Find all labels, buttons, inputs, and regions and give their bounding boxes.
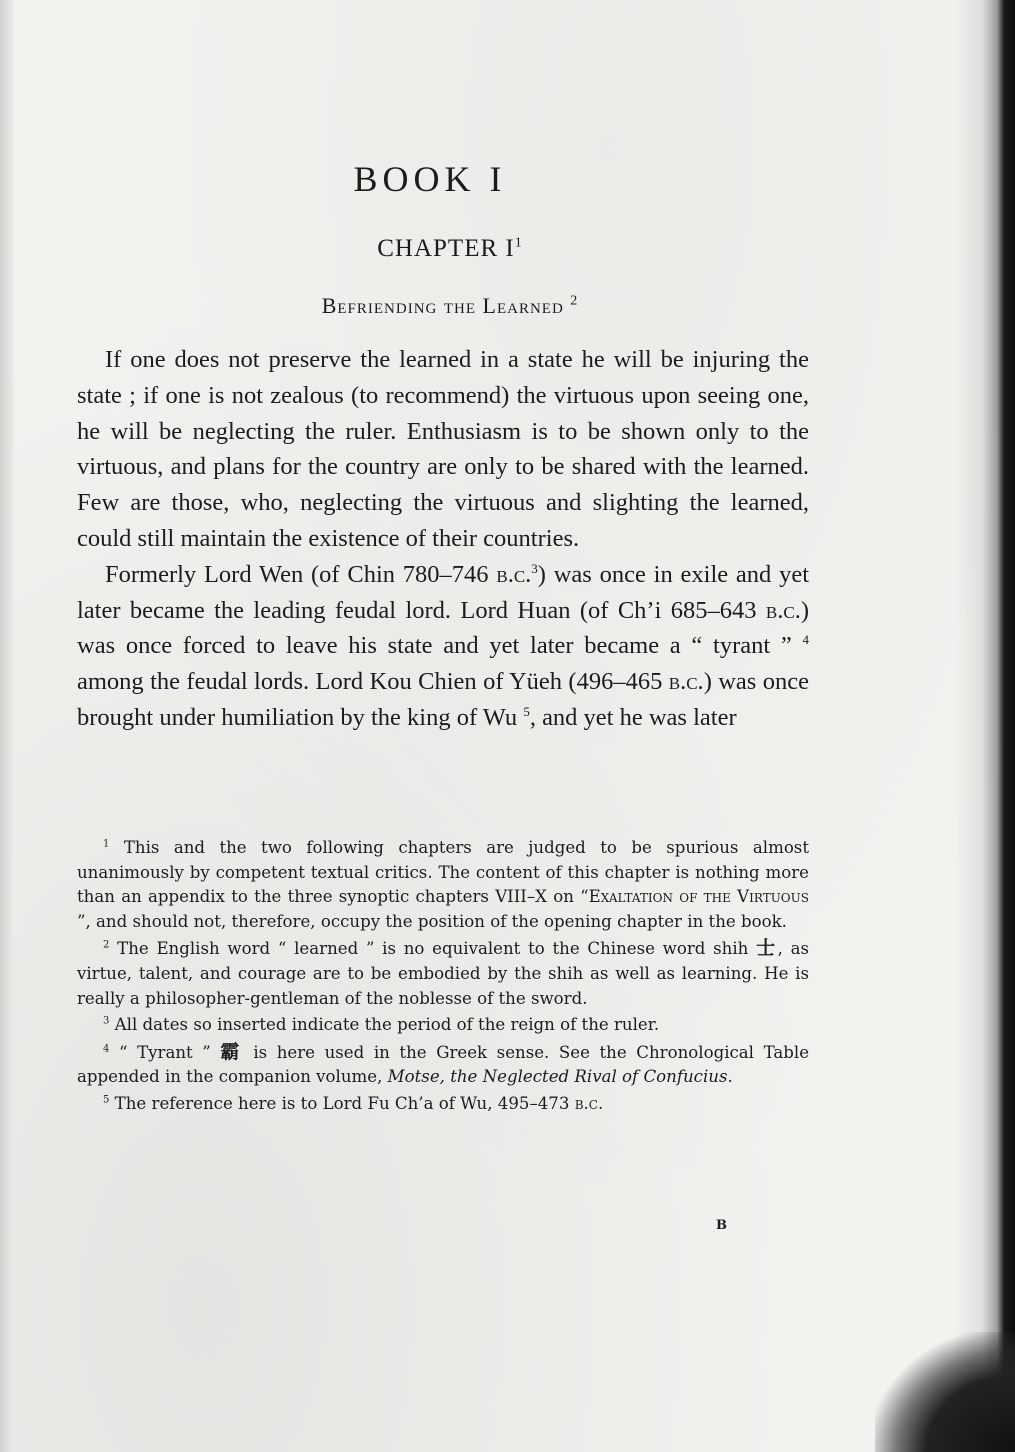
footnote-2-b: , as virtue, talent, and courage are to be embodied by the shih as well as learning. He is really a philosopher-gentleman of the noblesse of the sword.: [77, 939, 809, 1008]
footnote-4: [77, 1040, 809, 1090]
footnote-marker: 4: [103, 1043, 110, 1055]
body-text: [77, 342, 809, 736]
p2-seg-d: among the feudal lords. Lord Kou Chien of Yüeh (496–465: [77, 668, 663, 696]
footnote-ref-4[interactable]: 4: [802, 632, 809, 648]
page-left-edge: [0, 0, 14, 1452]
footnote-1: [77, 836, 809, 934]
footnote-marker: 2: [103, 939, 110, 951]
chapter-title: [0, 235, 900, 263]
footnote-ref-1[interactable]: 1: [514, 235, 523, 251]
paragraph-2: [77, 557, 809, 736]
chinese-character-shih: 士: [756, 937, 778, 960]
footnote-ref-3[interactable]: 3: [531, 560, 538, 576]
footnote-5-a: The reference here is to Lord Fu Ch’a of Wu, 495–473: [114, 1093, 570, 1113]
bc-label: b.c.: [574, 1093, 604, 1113]
p2-seg-b: ) was once in exile and yet later became the leading feudal lord. Lord Huan (of Ch’i 685–643: [77, 560, 810, 624]
footnotes: [77, 836, 809, 1119]
footnote-3: [77, 1013, 809, 1038]
book-spine-shadow: [955, 0, 1015, 1452]
section-heading: [0, 293, 900, 319]
book-title: BOOK I: [353, 159, 507, 199]
footnote-2: [77, 936, 809, 1011]
footnote-1-b: ”, and should not, therefore, occupy the position of the opening chapter in the book.: [77, 911, 787, 931]
book-title-reference: Motse, the Neglected Rival of Confucius.: [387, 1067, 733, 1087]
footnote-4-a: “ Tyrant ”: [118, 1042, 211, 1062]
paragraph-1: If one does not preserve the learned in a state he will be injuring the state ; if one is not zealous (to recommend) the virtuous upon seeing one, he will be neglecting the ruler. Enthusiasm is to be shown only to the virtuous, and plans for the country are only to be shared with the learned. Few are those, who, neglecting the virtuous and slighting the learned, could still maintain the existence of their countries.: [77, 346, 809, 552]
signature-mark: B: [716, 1218, 727, 1233]
footnote-3-text: All dates so inserted indicate the period of the reign of the ruler.: [114, 1015, 660, 1035]
bc-label: b.c.: [496, 560, 532, 588]
footnote-1-a: This and the two following chapters are judged to be spurious almost unanimously by competent textual critics. The content of this chapter is nothing more than an appendix to the three synoptic chapters VIII–X on “: [77, 838, 809, 907]
footnote-2-a: The English word “ learned ” is no equivalent to the Chinese word shih: [117, 939, 749, 959]
footnote-5: [77, 1092, 809, 1117]
p2-seg-c: ) was once forced to leave his state and yet later became a “ tyrant ”: [77, 596, 810, 660]
chinese-character-ba: 霸: [220, 1040, 244, 1063]
footnote-marker: 5: [103, 1094, 110, 1106]
footnote-ref-5[interactable]: 5: [523, 703, 530, 719]
p2-seg-a: Formerly Lord Wen (of Chin 780–746: [105, 560, 489, 588]
footnote-4-b: is here used in the Greek sense. See the Chronological Table appended in the companion volume,: [77, 1042, 810, 1087]
thumb-shadow: [875, 1332, 1015, 1452]
chapter-title-text: CHAPTER I: [377, 235, 515, 262]
p2-seg-e: ) was once brought under humiliation by the king of Wu: [77, 668, 809, 731]
footnote-1-smallcaps: Exaltation of the Virtuous: [588, 887, 809, 907]
bc-label: b.c.: [668, 668, 704, 696]
footnote-marker: 1: [103, 838, 110, 850]
footnote-ref-2[interactable]: 2: [570, 293, 579, 309]
p2-seg-f: , and yet he was later: [529, 703, 737, 731]
footnote-marker: 3: [103, 1015, 110, 1027]
bc-label: b.c.: [765, 596, 801, 624]
section-heading-text: Befriending the Learned: [321, 293, 564, 318]
